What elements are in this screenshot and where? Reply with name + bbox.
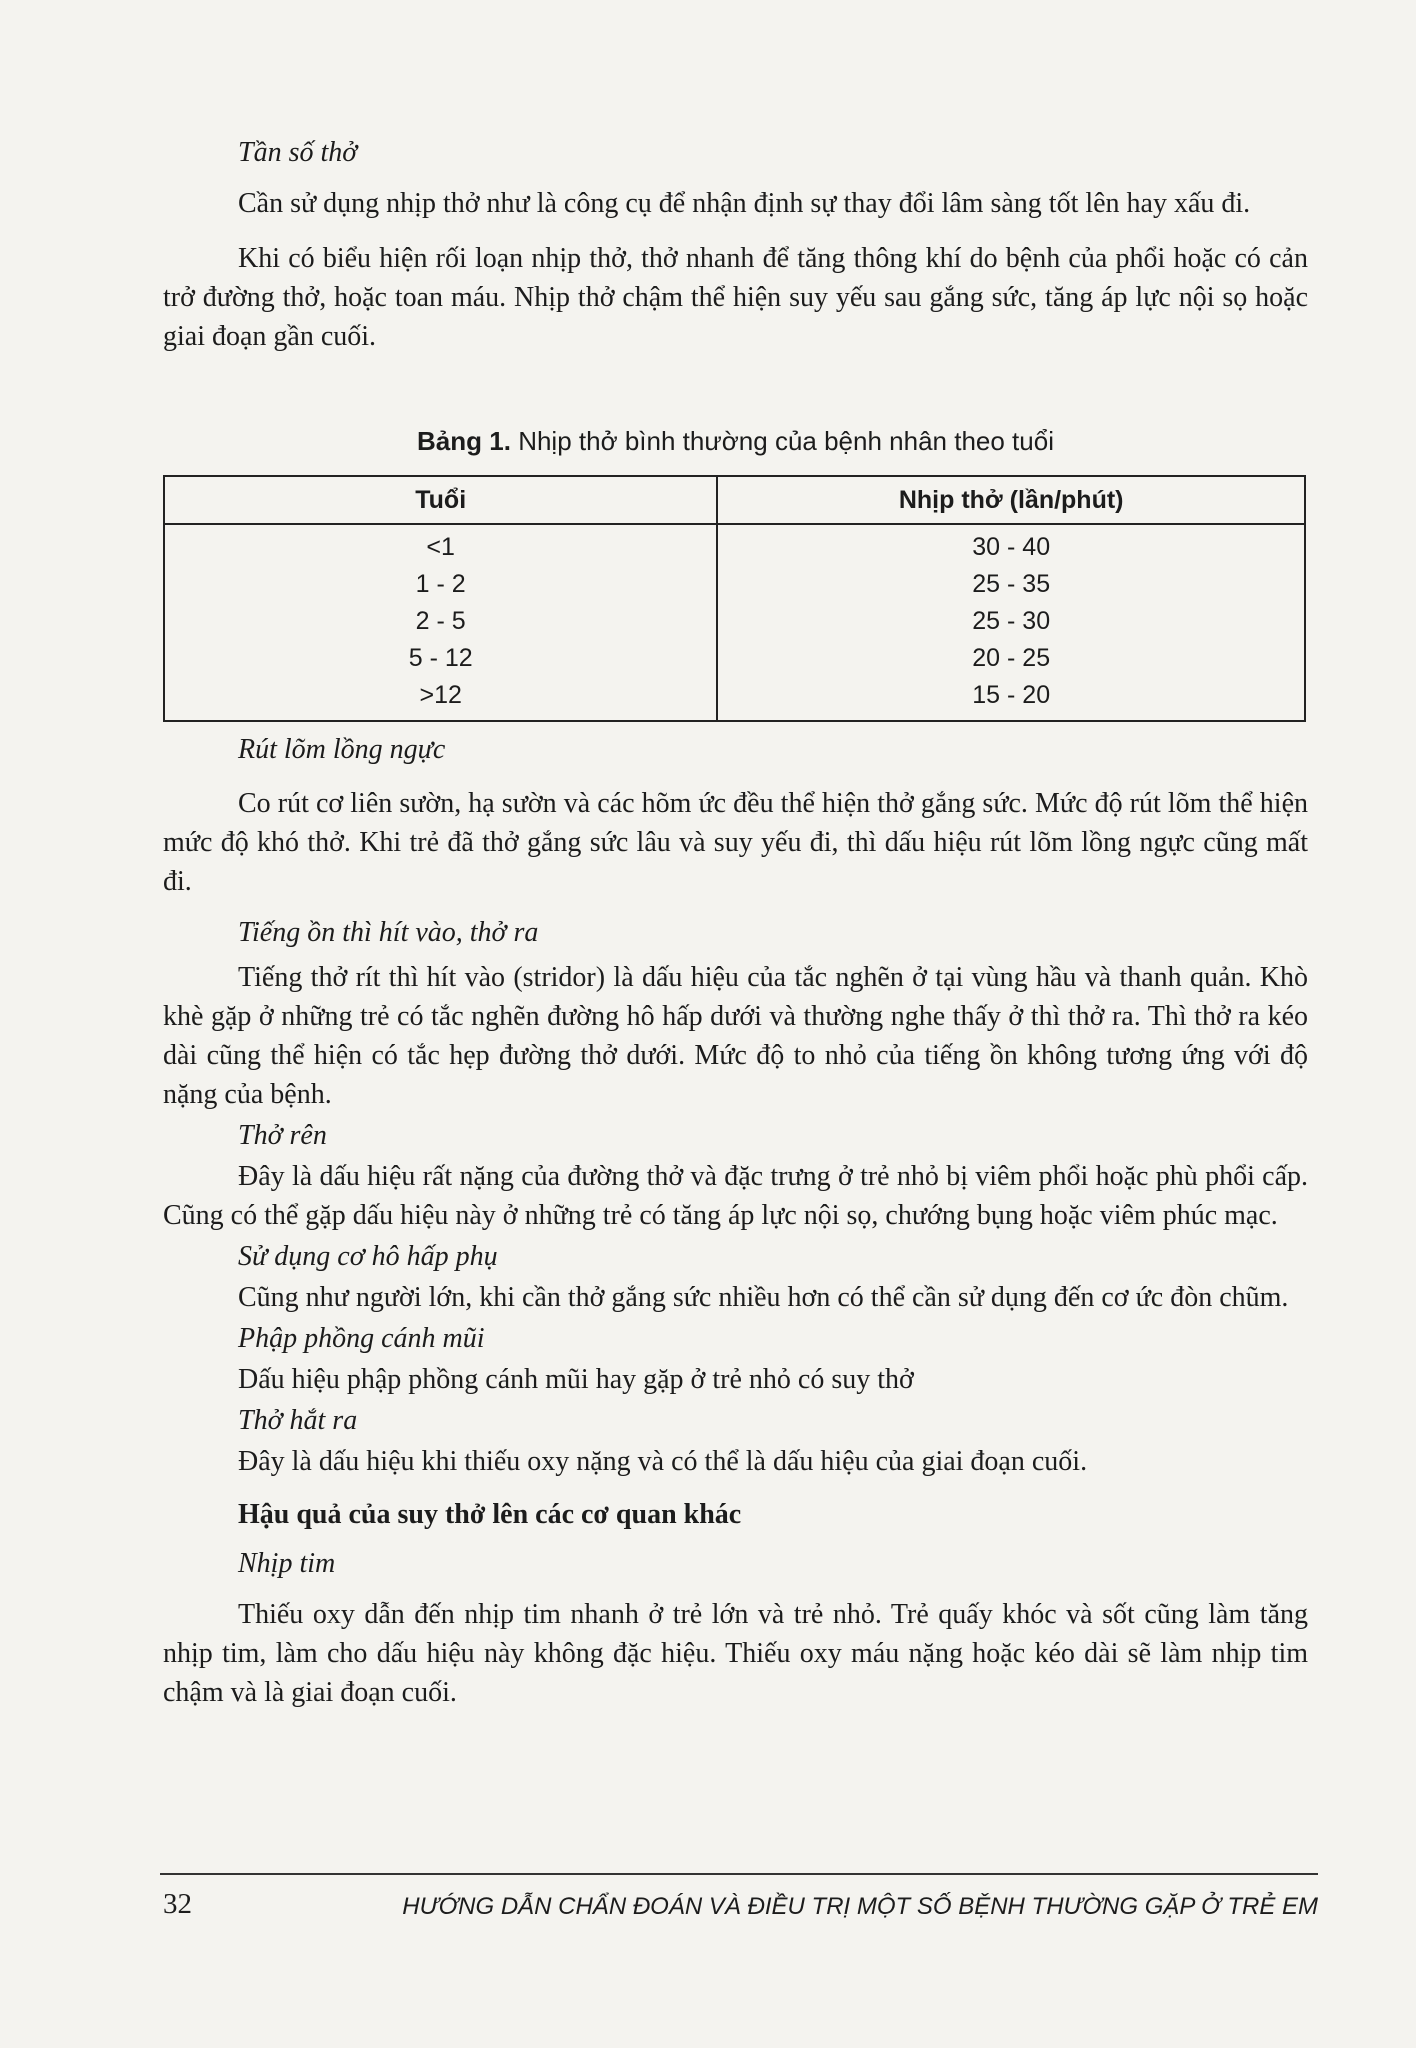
table-header-row [164,476,1305,524]
paragraph: Cũng như người lớn, khi cần thở gắng sức nhiều hơn có thể cần sử dụng đến cơ ức đòn chũm. [238,1282,1289,1313]
paragraph: Đây là dấu hiệu rất nặng của đường thở và đặc trưng ở trẻ nhỏ bị viêm phổi hoặc phù phổi cấp. Cũng có thể gặp dấu hiệu này ở những trẻ có tăng áp lực nội sọ, chướng bụng hoặc viêm phúc mạc. [163,1161,1308,1231]
table-cell: >12 [164,677,717,721]
section-heading: Tiếng ồn thì hít vào, thở ra [238,917,539,948]
table-cell: 2 - 5 [164,603,717,640]
paragraph: Cần sử dụng nhịp thở như là công cụ để nhận định sự thay đổi lâm sàng tốt lên hay xấu đi. [238,188,1251,219]
table-caption-text: Nhịp thở bình thường của bệnh nhân theo tuổi [518,426,1054,456]
table-cell: 25 - 35 [972,570,1051,598]
paragraph: Đây là dấu hiệu khi thiếu oxy nặng và có thể là dấu hiệu của giai đoạn cuối. [238,1446,1088,1477]
running-title: HƯỚNG DẪN CHẨN ĐOÁN VÀ ĐIỀU TRỊ MỘT SỐ BỆNH THƯỜNG GẶP Ở TRẺ EM [402,1893,1318,1920]
footer-divider [160,1873,1318,1875]
table-cell: <1 [164,524,717,566]
page-number: 32 [163,1888,192,1920]
table-cell: 1 - 2 [164,566,717,603]
table-row [164,640,1305,677]
breathing-rate-table [163,475,1306,722]
table-cell: 15 - 20 [972,681,1051,709]
section-heading: Tần số thở [238,137,358,168]
section-heading: Thở rên [238,1120,327,1151]
paragraph: Dấu hiệu phập phồng cánh mũi hay gặp ở trẻ nhỏ có suy thở [238,1364,914,1395]
paragraph: Thiếu oxy dẫn đến nhịp tim nhanh ở trẻ lớn và trẻ nhỏ. Trẻ quấy khóc và sốt cũng làm tăng nhịp tim, làm cho dấu hiệu này không đặc hiệu. Thiếu oxy máu nặng hoặc kéo dài sẽ làm nhịp tim chậm và là giai đoạn cuối. [163,1599,1308,1708]
table-row [164,603,1305,640]
table-row [164,566,1305,603]
section-breathing-rate [163,133,1308,356]
section-heading: Sử dụng cơ hô hấp phụ [238,1241,498,1272]
body-after-table [163,730,1308,1712]
paragraph: Khi có biểu hiện rối loạn nhịp thở, thở nhanh để tăng thông khí do bệnh của phổi hoặc có cản trở đường thở, hoặc toan máu. Nhịp thở chậm thể hiện suy yếu sau gắng sức, tăng áp lực nội sọ hoặc giai đoạn gần cuối. [163,243,1308,352]
table-cell: 25 - 30 [972,607,1051,635]
section-heading-bold: Hậu quả của suy thở lên các cơ quan khác [238,1499,742,1530]
section-heading: Nhịp tim [238,1548,336,1579]
paragraph: Co rút cơ liên sườn, hạ sườn và các hõm ức đều thể hiện thở gắng sức. Mức độ rút lõm thể hiện mức độ khó thở. Khi trẻ đã thở gắng sức lâu và suy yếu đi, thì dấu hiệu rút lõm lồng ngực cũng mất đi. [163,788,1308,897]
table-row [164,524,1305,566]
section-heading: Phập phồng cánh mũi [238,1323,485,1354]
table-cell: 5 - 12 [164,640,717,677]
table-caption [163,426,1308,457]
column-header-age: Tuổi [164,476,717,524]
column-header-rate: Nhịp thở (lần/phút) [717,476,1305,524]
section-heading: Rút lõm lồng ngực [238,734,446,765]
table-cell: 30 - 40 [972,533,1051,561]
table-cell: 20 - 25 [972,644,1051,672]
table-caption-label: Bảng 1. [417,426,511,456]
section-heading: Thở hắt ra [238,1405,358,1436]
table-row [164,677,1305,721]
paragraph: Tiếng thở rít thì hít vào (stridor) là dấu hiệu của tắc nghẽn ở tại vùng hầu và thanh quản. Khò khè gặp ở những trẻ có tắc nghẽn đường hô hấp dưới và thường nghe thấy ở thì thở ra. Thì thở ra kéo dài cũng thể hiện có tắc hẹp đường thở dưới. Mức độ to nhỏ của tiếng ồn không tương ứng với độ nặng của bệnh. [163,962,1308,1110]
